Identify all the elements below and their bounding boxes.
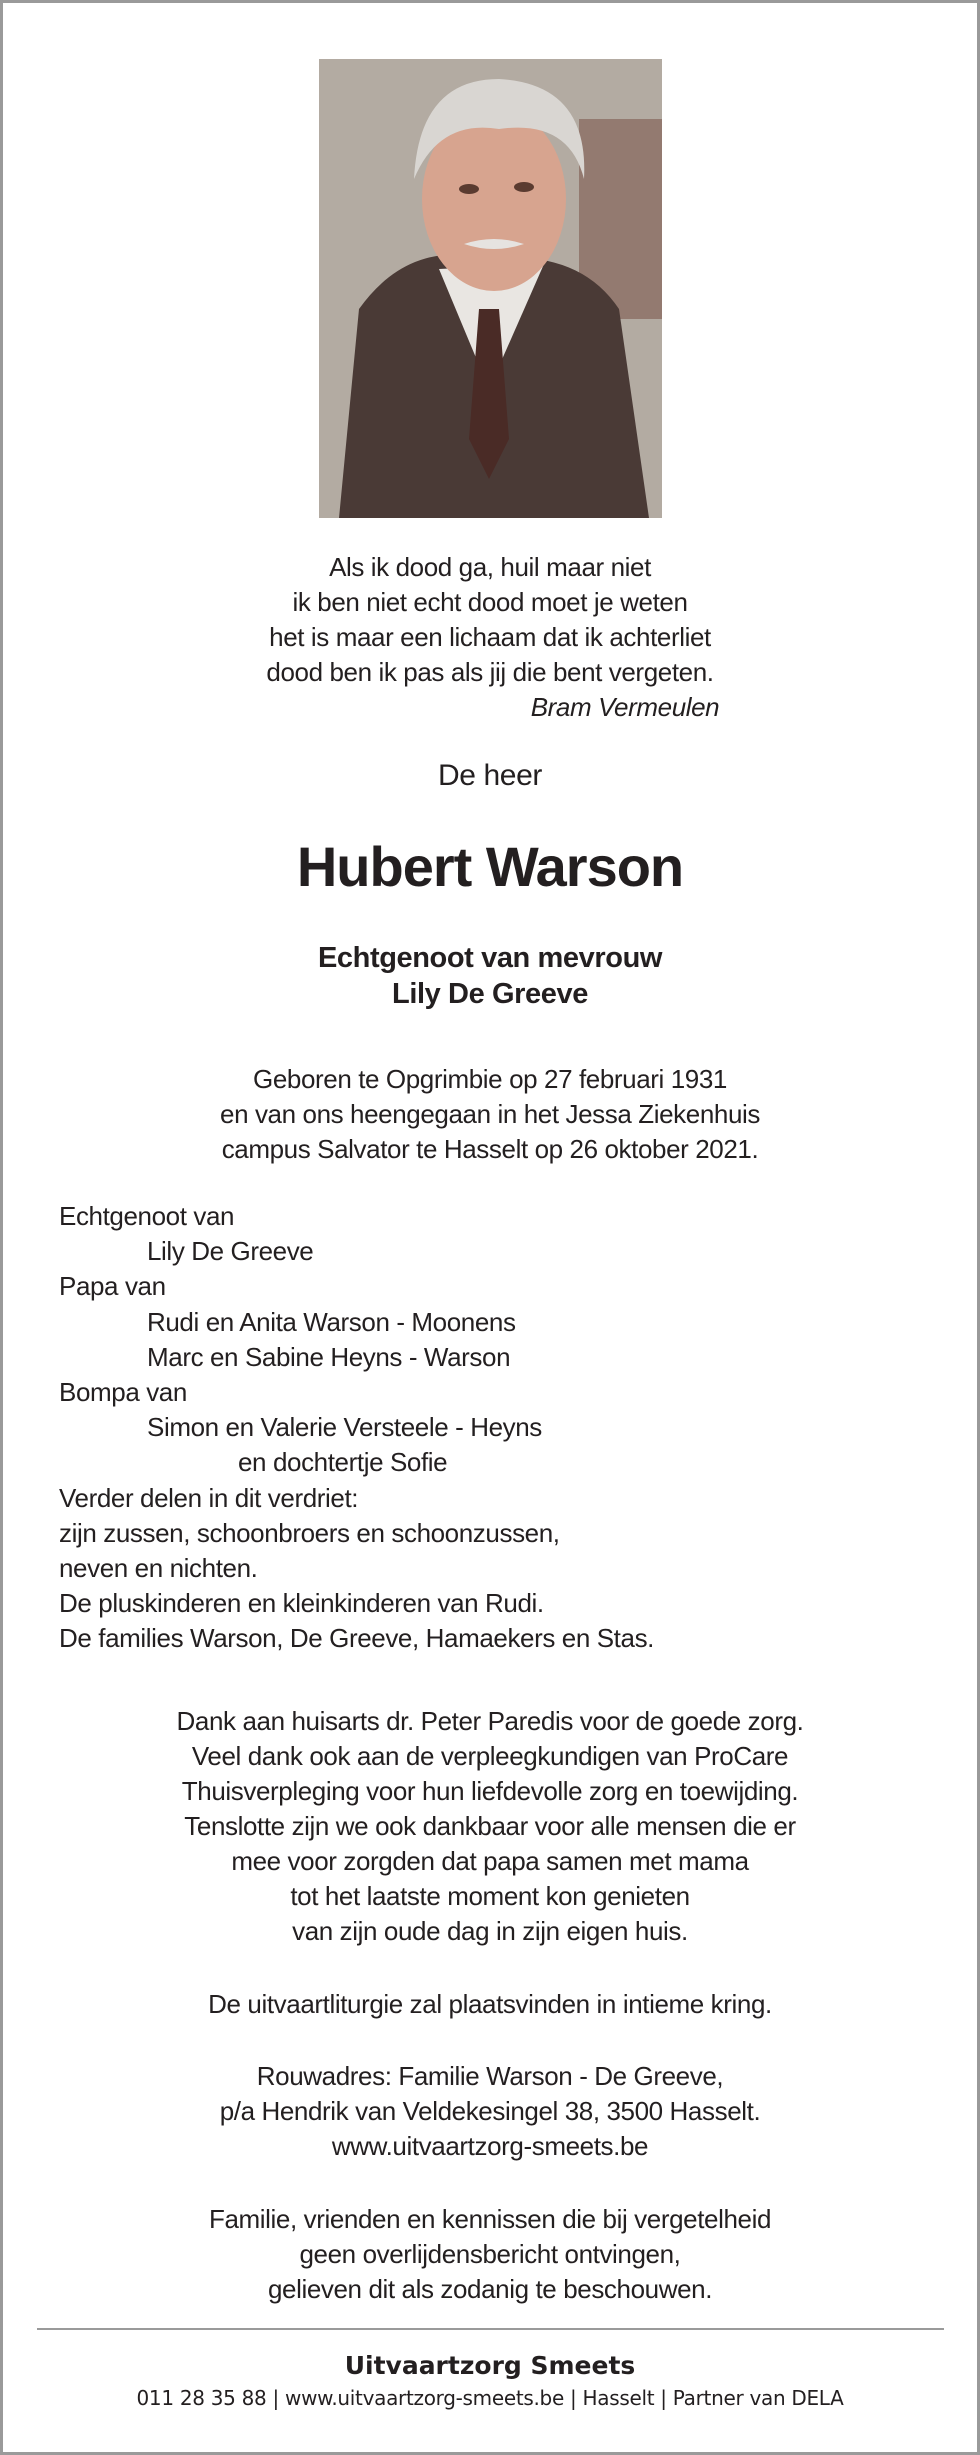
thanks-line: Dank aan huisarts dr. Peter Paredis voor de goede zorg.: [176, 1706, 804, 1736]
poem-line: ik ben niet echt dood moet je weten: [292, 587, 688, 617]
thanks-line: tot het laatste moment kon genieten: [290, 1881, 690, 1911]
thanks-line: Thuisverpleging voor hun liefdevolle zorg en toewijding.: [181, 1776, 799, 1806]
thanks-line: Veel dank ook aan de verpleegkundigen van ProCare: [191, 1741, 789, 1771]
spouse-line: Echtgenoot van mevrouw: [317, 942, 663, 974]
spouse-line: Lily De Greeve: [392, 978, 588, 1010]
poem-author: Bram Vermeulen: [530, 692, 720, 722]
family-line: Marc en Sabine Heyns - Warson: [147, 1341, 511, 1372]
poem-line: het is maar een lichaam dat ik achterliet: [269, 622, 711, 652]
info-line: en van ons heengegaan in het Jessa Ziekenhuis: [220, 1099, 760, 1129]
thanks-line: Tenslotte zijn we ook dankbaar voor alle mensen die er: [184, 1811, 796, 1841]
thanks-line: van zijn oude dag in zijn eigen huis.: [292, 1916, 688, 1946]
family-line: De pluskinderen en kleinkinderen van Rudi.: [59, 1588, 544, 1619]
family-line: Echtgenoot van: [59, 1201, 235, 1231]
family-line: Papa van: [59, 1271, 166, 1302]
liturgy-text: De uitvaartliturgie zal plaatsvinden in intieme kring.: [208, 1989, 772, 2019]
family-line: neven en nichten.: [59, 1553, 258, 1584]
family-list: [59, 1199, 654, 1657]
deceased-name: Hubert Warson: [296, 835, 684, 898]
website-link[interactable]: www.uitvaartzorg-smeets.be: [331, 2131, 649, 2161]
family-line: zijn zussen, schoonbroers en schoonzussen,: [59, 1517, 560, 1548]
address-line: p/a Hendrik van Veldekesingel 38, 3500 Hasselt.: [219, 2096, 761, 2126]
title-prefix: De heer: [438, 759, 542, 792]
info-line: Geboren te Opgrimbie op 27 februari 1931: [253, 1064, 727, 1094]
thanks-text: [0, 1704, 980, 1949]
notice-line: Familie, vrienden en kennissen die bij vergetelheid: [208, 2204, 772, 2234]
notice-line: geen overlijdensbericht ontvingen,: [299, 2239, 681, 2269]
family-line: Rudi en Anita Warson - Moonens: [147, 1306, 516, 1337]
portrait-photo: [319, 59, 662, 518]
family-line: Simon en Valerie Versteele - Heyns: [147, 1412, 542, 1443]
notice-line: gelieven dit als zodanig te beschouwen.: [267, 2274, 713, 2304]
footer-divider: [37, 2328, 944, 2330]
address-block: [0, 2059, 980, 2164]
family-line: en dochtertje Sofie: [238, 1447, 448, 1478]
thanks-line: mee voor zorgden dat papa samen met mama: [231, 1846, 749, 1876]
notice-block: [0, 2202, 980, 2307]
poem-line: Als ik dood ga, huil maar niet: [329, 552, 651, 582]
spouse-subtitle: [0, 940, 980, 1012]
family-line: Bompa van: [59, 1377, 187, 1408]
info-line: campus Salvator te Hasselt op 26 oktober 2021.: [221, 1134, 759, 1164]
funeral-company-name: Uitvaartzorg Smeets: [344, 2351, 636, 2380]
address-line: Rouwadres: Familie Warson - De Greeve,: [256, 2061, 724, 2091]
family-line: De families Warson, De Greeve, Hamaekers en Stas.: [59, 1623, 654, 1654]
birth-death-info: [0, 1062, 980, 1167]
funeral-company-details: 011 28 35 88 | www.uitvaartzorg-smeets.be | Hasselt | Partner van DELA: [136, 2386, 844, 2410]
poem-line: dood ben ik pas als jij die bent vergeten.: [266, 657, 714, 687]
family-line: Verder delen in dit verdriet:: [59, 1482, 359, 1513]
poem: [0, 550, 980, 725]
family-line: Lily De Greeve: [147, 1236, 314, 1267]
